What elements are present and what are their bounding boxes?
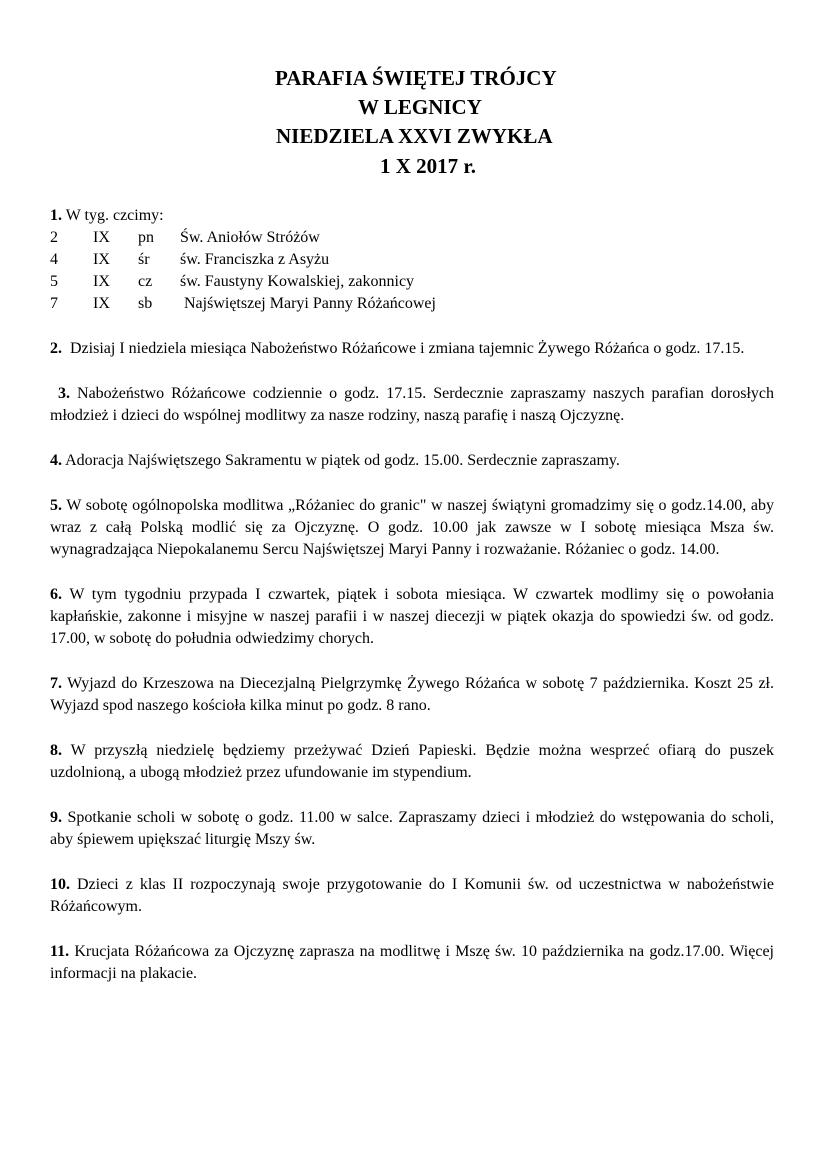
- announcement-text: W tyg. czcimy:: [62, 207, 164, 224]
- feast-row: [50, 249, 436, 271]
- announcement-3: [50, 383, 774, 427]
- announcement-text: Dzisiaj I niedziela miesiąca Nabożeństwo Różańcowe i zmiana tajemnic Żywego Różańca o godz. 17.15.: [62, 340, 745, 357]
- announcement-text: Adoracja Najświętszego Sakramentu w piątek od godz. 15.00. Serdecznie zapraszamy.: [62, 452, 620, 469]
- announcement-1: [50, 205, 774, 227]
- announcements: [50, 205, 774, 985]
- announcement-text: W tym tygodniu przypada I czwartek, piątek i sobota miesiąca. W czwartek modlimy się o powołania kapłańskie, zakonne i misyjne w naszej parafii i w naszej diecezji w piątek okazja do spowiedzi św. od godz. 17.00, w sobotę do południa odwiedzimy chorych.: [50, 586, 774, 647]
- announcement-8: [50, 740, 774, 784]
- announcement-6: [50, 584, 774, 650]
- feast-name: św. Franciszka z Asyżu: [180, 251, 330, 268]
- feast-weekday: śr: [138, 251, 150, 268]
- feast-row: [50, 293, 436, 315]
- announcement-4: [50, 450, 774, 472]
- announcement-number: 7.: [50, 675, 62, 692]
- sunday-name: NIEDZIELA XXVI ZWYKŁA: [276, 124, 553, 148]
- announcement-11: [50, 941, 774, 985]
- feast-month: IX: [93, 251, 110, 268]
- feast-month: IX: [93, 295, 110, 312]
- announcement-7: [50, 673, 774, 717]
- announcement-9: [50, 807, 774, 851]
- announcement-number: 8.: [50, 742, 62, 759]
- announcement-text: Spotkanie scholi w sobotę o godz. 11.00 w salce. Zapraszamy dzieci i młodzież do wstępowania do scholi, aby śpiewem upiększać liturgię Mszy św.: [50, 809, 774, 848]
- feast-weekday: sb: [138, 295, 153, 312]
- document-date: 1 X 2017 r.: [380, 154, 477, 178]
- announcement-number: 1.: [50, 207, 62, 224]
- feast-name: Najświętszej Maryi Panny Różańcowej: [180, 295, 436, 312]
- announcement-number: 9.: [50, 809, 62, 826]
- announcement-2: [50, 338, 774, 360]
- announcement-number: 4.: [50, 452, 62, 469]
- announcement-text: W przyszłą niedzielę będziemy przeżywać Dzień Papieski. Będzie można wesprzeć ofiarą do puszek uzdolnioną, a ubogą młodzież przez ufundowanie im stypendium.: [50, 742, 774, 781]
- feast-day: 5: [50, 273, 58, 290]
- announcement-text: Krucjata Różańcowa za Ojczyznę zaprasza na modlitwę i Mszę św. 10 października na godz.17.00. Więcej informacji na plakacie.: [50, 943, 774, 982]
- feast-weekday: cz: [138, 273, 153, 290]
- feast-name: Św. Aniołów Stróżów: [180, 229, 320, 246]
- feast-name: św. Faustyny Kowalskiej, zakonnicy: [180, 273, 415, 290]
- parish-name: PARAFIA ŚWIĘTEJ TRÓJCY: [275, 66, 557, 90]
- announcement-text: Dzieci z klas II rozpoczynają swoje przygotowanie do I Komunii św. od uczestnictwa w nabożeństwie Różańcowym.: [50, 876, 774, 915]
- announcement-number: 6.: [50, 586, 62, 603]
- announcement-number: 10.: [50, 876, 70, 893]
- announcement-10: [50, 874, 774, 918]
- announcement-number: 2.: [50, 340, 62, 357]
- feast-day: 4: [50, 251, 58, 268]
- announcement-text: Wyjazd do Krzeszowa na Diecezjalną Pielgrzymkę Żywego Różańca w sobotę 7 października. Koszt 25 zł. Wyjazd spod naszego kościoła kilka minut po godz. 8 rano.: [50, 675, 774, 714]
- announcement-5: [50, 495, 774, 561]
- parish-city: W LEGNICY: [358, 95, 482, 119]
- feast-row: [50, 271, 436, 293]
- announcement-number: 5.: [50, 497, 62, 514]
- feast-calendar: [50, 227, 436, 315]
- feast-weekday: pn: [138, 229, 154, 246]
- announcement-text: Nabożeństwo Różańcowe codziennie o godz. 17.15. Serdecznie zapraszamy naszych parafian dorosłych młodzież i dzieci do wspólnej modlitwy za nasze rodziny, naszą parafię i naszą Ojczyznę.: [50, 385, 774, 424]
- feast-row: [50, 227, 436, 249]
- feast-month: IX: [93, 229, 110, 246]
- feast-day: 7: [50, 295, 58, 312]
- announcement-number: 11.: [50, 943, 70, 960]
- announcement-number: 3.: [58, 385, 70, 402]
- feast-month: IX: [93, 273, 110, 290]
- announcement-text: W sobotę ogólnopolska modlitwa „Różaniec do granic" w naszej świątyni gromadzimy się o godz.14.00, aby wraz z całą Polską modlić się za Ojczyznę. O godz. 10.00 jak zawsze w I sobotę miesiąca Msza św. wynagradzająca Niepokalanemu Sercu Najświętszej Maryi Panny i rozważanie. Różaniec o godz. 14.00.: [50, 497, 774, 558]
- feast-day: 2: [50, 229, 58, 246]
